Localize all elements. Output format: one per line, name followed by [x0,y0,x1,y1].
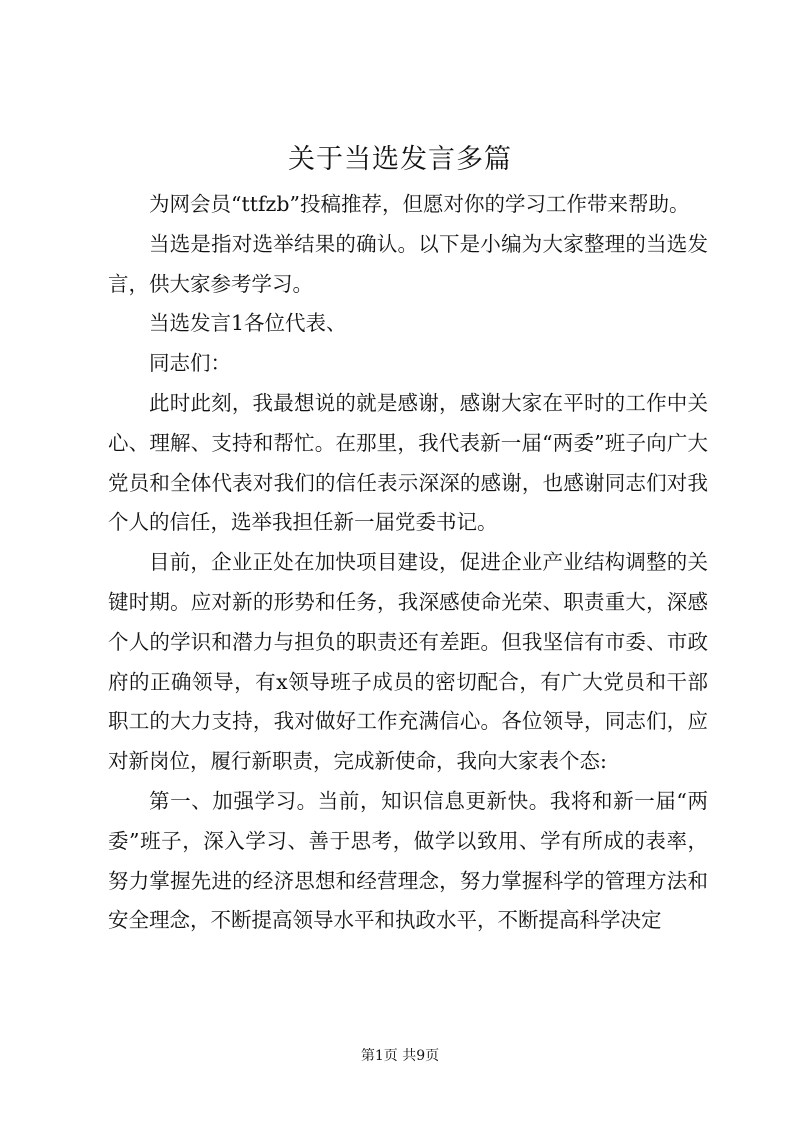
page-number-footer: 第1页 共9页 [360,1048,440,1064]
paragraph-thanks: 此时此刻，我最想说的就是感谢，感谢大家在平时的工作中关心、理解、支持和帮忙。在那里，我代表新一届“两委”班子向广大党员和全体代表对我们的信任表示深深的感谢，也感谢同志们对我个人的信任，选举我担任新一届党委书记。 [108,390,708,535]
paragraph-definition: 当选是指对选举结果的确认。以下是小编为大家整理的当选发言，供大家参考学习。 [108,231,708,296]
paragraph-situation: 目前，企业正处在加快项目建设，促进企业产业结构调整的关键时期。应对新的形势和任务，我深感使命光荣、职责重大，深感个人的学识和潜力与担负的职责还有差距。但我坚信有市委、市政府的正确领导，有x领导班子成员的密切配合，有广大党员和干部职工的大力支持，我对做好工作充满信心。各位领导，同志们，应对新岗位，履行新职责，完成新使命，我向大家表个态: [108,550,708,774]
paragraph-salutation: 同志们： [149,351,231,376]
paragraph-speech-heading: 当选发言1各位代表、 [149,311,347,336]
document-title: 关于当选发言多篇 [288,144,512,175]
paragraph-intro: 为网会员“ttfzb”投稿推荐，但愿对你的学习工作带来帮助。 [149,192,690,216]
paragraph-first-point: 第一、加强学习。当前，知识信息更新快。我将和新一届“两委”班子，深入学习、善于思考，做学以致用、学有所成的表率，努力掌握先进的经济思想和经营理念，努力掌握科学的管理方法和安全理念，不断提高领导水平和执政水平，不断提高科学决定 [108,788,708,933]
document-body [108,185,708,941]
